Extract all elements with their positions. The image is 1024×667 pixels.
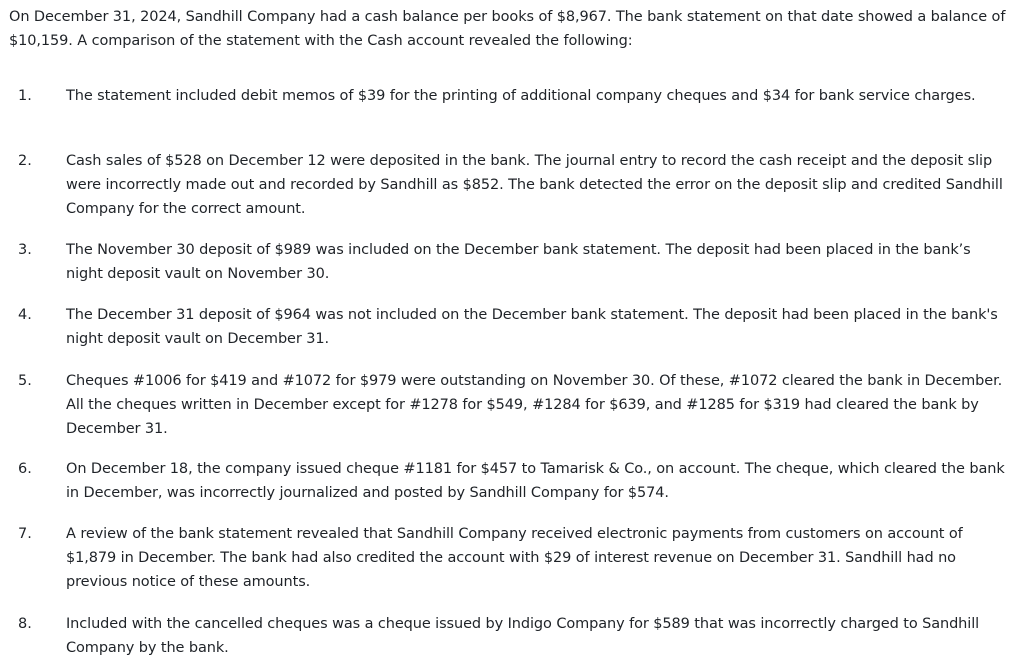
list-item-number: 1. xyxy=(18,88,32,104)
list-item-text: The December 31 deposit of $964 was not included on the December bank statement. The deposit had been placed in the bank's night deposit vault on December 31. xyxy=(66,307,998,347)
list-item-text: A review of the bank statement revealed that Sandhill Company received electronic payments from customers on account of $1,879 in December. The bank had also credited the account with $29 of interest revenue on December 31. Sandhill had no previous notice of these amounts. xyxy=(66,526,963,590)
list-item-text: Cheques #1006 for $419 and #1072 for $979 were outstanding on November 30. Of these, #1072 cleared the bank in December. All the cheques written in December except for #1278 for $549, #1284 for $639, and #1285 for $319 had cleared the bank by December 31. xyxy=(66,373,1003,437)
list-item-number: 7. xyxy=(18,526,32,542)
list-item-number: 6. xyxy=(18,461,32,477)
list-item-number: 3. xyxy=(18,242,32,258)
list-item-text: Included with the cancelled cheques was a cheque issued by Indigo Company for $589 that was incorrectly charged to Sandhill Company by the bank. xyxy=(66,616,980,656)
list-item-number: 2. xyxy=(18,153,32,169)
list-item-number: 8. xyxy=(18,616,32,632)
list-item-number: 4. xyxy=(18,307,32,323)
list-item-text: The statement included debit memos of $39 for the printing of additional company cheques and $34 for bank service charges. xyxy=(66,88,976,104)
problem-intro: On December 31, 2024, Sandhill Company had a cash balance per books of $8,967. The bank statement on that date showed a balance of $10,159. A comparison of the statement with the Cash account revealed the following: xyxy=(9,9,1006,49)
list-item-number: 5. xyxy=(18,373,32,389)
list-item-text: On December 18, the company issued cheque #1181 for $457 to Tamarisk & Co., on account. The cheque, which cleared the bank in December, was incorrectly journalized and posted by Sandhill Company for $574. xyxy=(66,461,1005,501)
list-item-text: The November 30 deposit of $989 was included on the December bank statement. The deposit had been placed in the bank’s night deposit vault on November 30. xyxy=(66,242,971,282)
list-item-text: Cash sales of $528 on December 12 were deposited in the bank. The journal entry to record the cash receipt and the deposit slip were incorrectly made out and recorded by Sandhill as $852. The bank detected the error on the deposit slip and credited Sandhill Company for the correct amount. xyxy=(66,153,1003,217)
